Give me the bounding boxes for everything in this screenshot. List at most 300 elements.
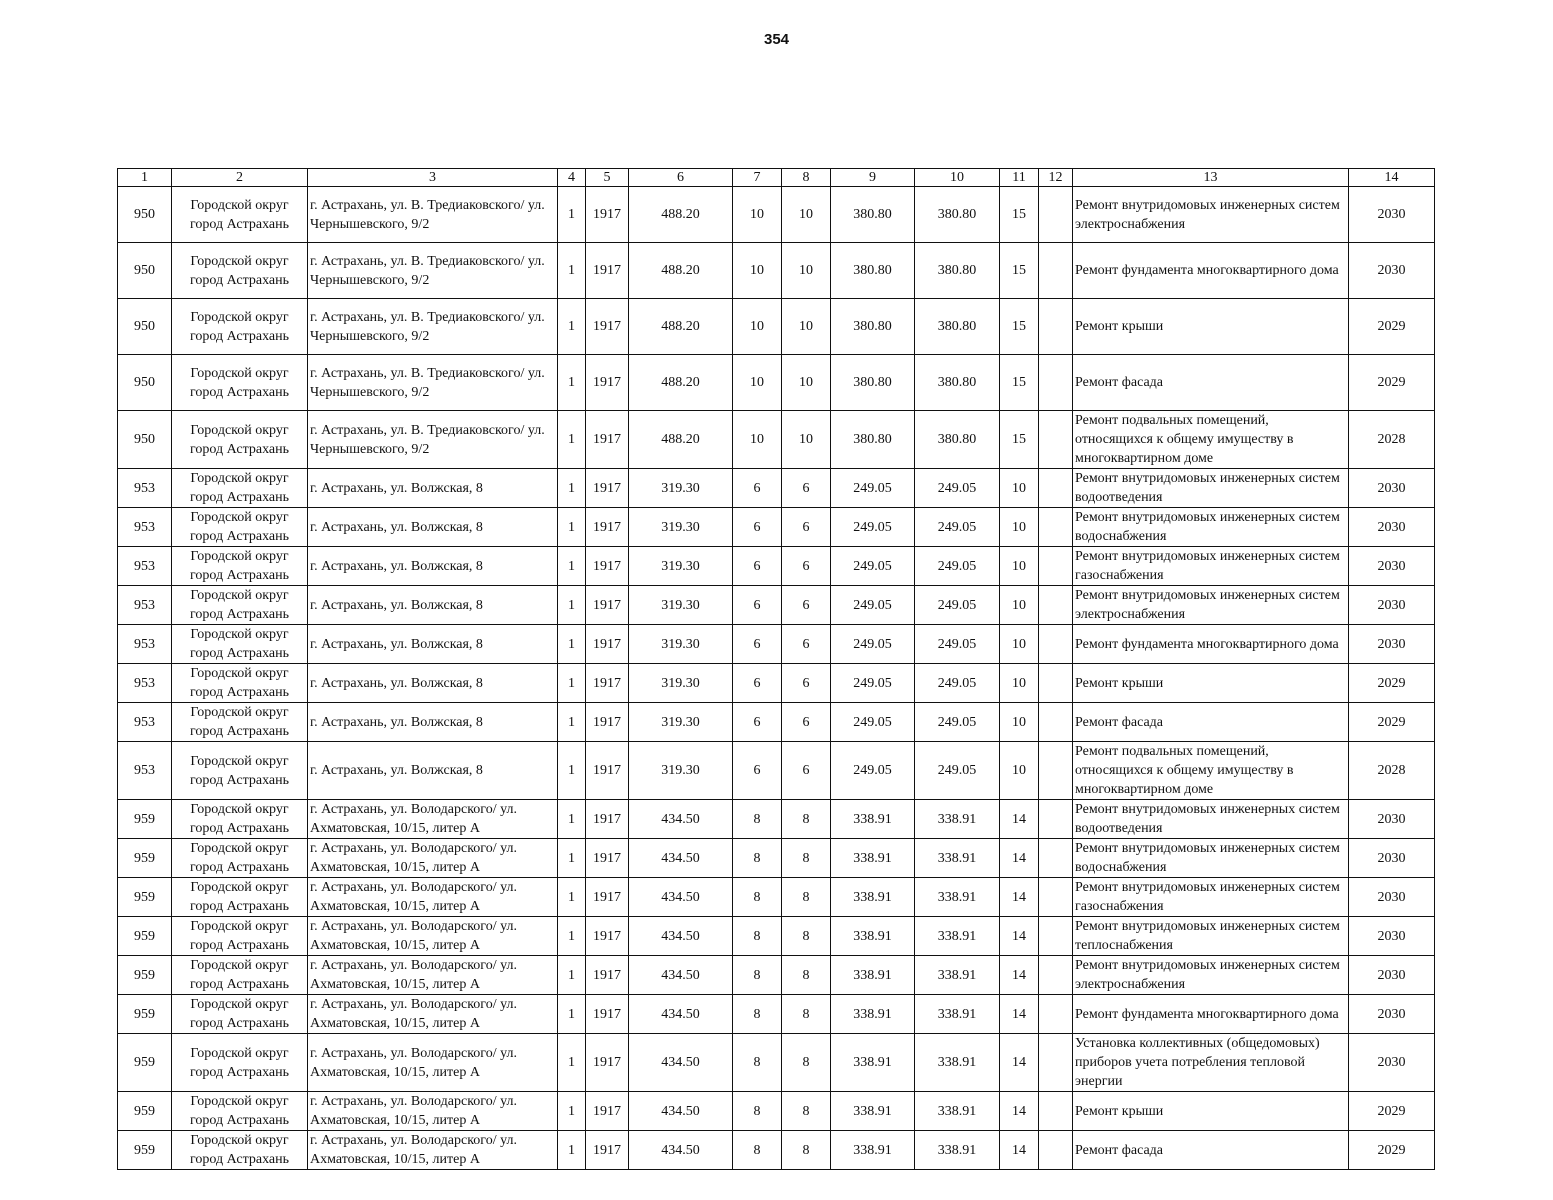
row-id: 953: [118, 586, 172, 625]
address-cell: г. Астрахань, ул. Волжская, 8: [308, 703, 558, 742]
row-id: 959: [118, 917, 172, 956]
year-cell: 1917: [586, 355, 629, 411]
col4-cell: 1: [558, 508, 586, 547]
table-row: [118, 355, 1435, 411]
col7-cell: 10: [733, 299, 782, 355]
address-cell: г. Астрахань, ул. Волжская, 8: [308, 586, 558, 625]
area-total-cell: 488.20: [629, 299, 733, 355]
year-cell: 1917: [586, 243, 629, 299]
col7-cell: 10: [733, 411, 782, 469]
table-body: [118, 187, 1435, 1170]
year-cell: 1917: [586, 411, 629, 469]
col12-cell: [1039, 703, 1073, 742]
work-type-cell: Ремонт внутридомовых инженерных систем водоотведения: [1073, 800, 1349, 839]
area-total-cell: 319.30: [629, 742, 733, 800]
col7-cell: 6: [733, 586, 782, 625]
col8-cell: 6: [782, 469, 831, 508]
col10-cell: 380.80: [915, 355, 1000, 411]
row-id: 959: [118, 956, 172, 995]
col12-cell: [1039, 839, 1073, 878]
col4-cell: 1: [558, 1034, 586, 1092]
municipality-cell: Городской округ город Астрахань: [172, 664, 308, 703]
col10-cell: 338.91: [915, 878, 1000, 917]
col4-cell: 1: [558, 742, 586, 800]
col10-cell: 380.80: [915, 299, 1000, 355]
work-type-cell: Ремонт внутридомовых инженерных систем водоснабжения: [1073, 839, 1349, 878]
col11-cell: 10: [1000, 508, 1039, 547]
table-row: [118, 1034, 1435, 1092]
area-total-cell: 319.30: [629, 586, 733, 625]
col10-cell: 338.91: [915, 956, 1000, 995]
col9-cell: 380.80: [831, 355, 915, 411]
row-id: 950: [118, 187, 172, 243]
col9-cell: 380.80: [831, 411, 915, 469]
work-type-cell: Ремонт фасада: [1073, 355, 1349, 411]
column-header-3: 3: [308, 169, 558, 187]
plan-year-cell: 2030: [1349, 1034, 1435, 1092]
col7-cell: 6: [733, 508, 782, 547]
table-row: [118, 586, 1435, 625]
col12-cell: [1039, 1034, 1073, 1092]
municipality-cell: Городской округ город Астрахань: [172, 800, 308, 839]
col11-cell: 14: [1000, 839, 1039, 878]
address-cell: г. Астрахань, ул. Володарского/ ул. Ахматовская, 10/15, литер А: [308, 1092, 558, 1131]
year-cell: 1917: [586, 586, 629, 625]
table-row: [118, 742, 1435, 800]
address-cell: г. Астрахань, ул. Володарского/ ул. Ахматовская, 10/15, литер А: [308, 956, 558, 995]
column-header-2: 2: [172, 169, 308, 187]
col12-cell: [1039, 586, 1073, 625]
column-header-6: 6: [629, 169, 733, 187]
row-id: 953: [118, 664, 172, 703]
column-header-8: 8: [782, 169, 831, 187]
column-header-4: 4: [558, 169, 586, 187]
column-header-5: 5: [586, 169, 629, 187]
row-id: 953: [118, 625, 172, 664]
address-cell: г. Астрахань, ул. В. Тредиаковского/ ул. Чернышевского, 9/2: [308, 243, 558, 299]
col12-cell: [1039, 1092, 1073, 1131]
year-cell: 1917: [586, 1034, 629, 1092]
col8-cell: 8: [782, 917, 831, 956]
table-row: [118, 878, 1435, 917]
area-total-cell: 319.30: [629, 469, 733, 508]
col7-cell: 8: [733, 956, 782, 995]
col10-cell: 338.91: [915, 995, 1000, 1034]
col4-cell: 1: [558, 187, 586, 243]
col11-cell: 10: [1000, 547, 1039, 586]
year-cell: 1917: [586, 625, 629, 664]
col9-cell: 338.91: [831, 1034, 915, 1092]
row-id: 959: [118, 1131, 172, 1170]
col7-cell: 8: [733, 1131, 782, 1170]
year-cell: 1917: [586, 956, 629, 995]
col11-cell: 15: [1000, 355, 1039, 411]
col10-cell: 249.05: [915, 469, 1000, 508]
address-cell: г. Астрахань, ул. Володарского/ ул. Ахматовская, 10/15, литер А: [308, 1034, 558, 1092]
address-cell: г. Астрахань, ул. Волжская, 8: [308, 664, 558, 703]
address-cell: г. Астрахань, ул. Волжская, 8: [308, 625, 558, 664]
plan-year-cell: 2030: [1349, 917, 1435, 956]
col8-cell: 10: [782, 187, 831, 243]
col9-cell: 249.05: [831, 586, 915, 625]
municipality-cell: Городской округ город Астрахань: [172, 469, 308, 508]
col9-cell: 249.05: [831, 664, 915, 703]
work-type-cell: Ремонт крыши: [1073, 664, 1349, 703]
col11-cell: 14: [1000, 956, 1039, 995]
col8-cell: 8: [782, 800, 831, 839]
col12-cell: [1039, 243, 1073, 299]
area-total-cell: 434.50: [629, 878, 733, 917]
plan-year-cell: 2030: [1349, 956, 1435, 995]
plan-year-cell: 2030: [1349, 625, 1435, 664]
col4-cell: 1: [558, 355, 586, 411]
col9-cell: 338.91: [831, 1092, 915, 1131]
col4-cell: 1: [558, 995, 586, 1034]
table-row: [118, 664, 1435, 703]
address-cell: г. Астрахань, ул. В. Тредиаковского/ ул. Чернышевского, 9/2: [308, 187, 558, 243]
municipality-cell: Городской округ город Астрахань: [172, 243, 308, 299]
area-total-cell: 319.30: [629, 703, 733, 742]
work-type-cell: Ремонт внутридомовых инженерных систем водоотведения: [1073, 469, 1349, 508]
col9-cell: 249.05: [831, 547, 915, 586]
col8-cell: 6: [782, 703, 831, 742]
col8-cell: 8: [782, 839, 831, 878]
col8-cell: 6: [782, 586, 831, 625]
year-cell: 1917: [586, 547, 629, 586]
col8-cell: 6: [782, 664, 831, 703]
area-total-cell: 434.50: [629, 956, 733, 995]
column-header-7: 7: [733, 169, 782, 187]
col7-cell: 6: [733, 742, 782, 800]
area-total-cell: 488.20: [629, 355, 733, 411]
col12-cell: [1039, 508, 1073, 547]
col12-cell: [1039, 995, 1073, 1034]
col10-cell: 338.91: [915, 917, 1000, 956]
col9-cell: 380.80: [831, 299, 915, 355]
column-header-12: 12: [1039, 169, 1073, 187]
area-total-cell: 488.20: [629, 243, 733, 299]
year-cell: 1917: [586, 187, 629, 243]
col8-cell: 8: [782, 878, 831, 917]
work-type-cell: Ремонт внутридомовых инженерных систем водоснабжения: [1073, 508, 1349, 547]
municipality-cell: Городской округ город Астрахань: [172, 1131, 308, 1170]
col10-cell: 249.05: [915, 664, 1000, 703]
col4-cell: 1: [558, 469, 586, 508]
col11-cell: 10: [1000, 703, 1039, 742]
table-header: [118, 169, 1435, 187]
municipality-cell: Городской округ город Астрахань: [172, 547, 308, 586]
col12-cell: [1039, 411, 1073, 469]
col11-cell: 10: [1000, 625, 1039, 664]
col7-cell: 8: [733, 1034, 782, 1092]
col9-cell: 338.91: [831, 1131, 915, 1170]
row-id: 959: [118, 1092, 172, 1131]
address-cell: г. Астрахань, ул. Володарского/ ул. Ахматовская, 10/15, литер А: [308, 878, 558, 917]
municipality-cell: Городской округ город Астрахань: [172, 1034, 308, 1092]
column-header-1: 1: [118, 169, 172, 187]
address-cell: г. Астрахань, ул. В. Тредиаковского/ ул. Чернышевского, 9/2: [308, 355, 558, 411]
address-cell: г. Астрахань, ул. Володарского/ ул. Ахматовская, 10/15, литер А: [308, 995, 558, 1034]
col10-cell: 249.05: [915, 625, 1000, 664]
area-total-cell: 319.30: [629, 547, 733, 586]
col9-cell: 338.91: [831, 839, 915, 878]
col12-cell: [1039, 1131, 1073, 1170]
col4-cell: 1: [558, 625, 586, 664]
address-cell: г. Астрахань, ул. В. Тредиаковского/ ул. Чернышевского, 9/2: [308, 299, 558, 355]
year-cell: 1917: [586, 703, 629, 742]
col8-cell: 8: [782, 956, 831, 995]
col9-cell: 380.80: [831, 243, 915, 299]
col4-cell: 1: [558, 586, 586, 625]
year-cell: 1917: [586, 917, 629, 956]
table-row: [118, 547, 1435, 586]
row-id: 959: [118, 995, 172, 1034]
municipality-cell: Городской округ город Астрахань: [172, 586, 308, 625]
work-type-cell: Ремонт крыши: [1073, 299, 1349, 355]
area-total-cell: 319.30: [629, 664, 733, 703]
col12-cell: [1039, 355, 1073, 411]
plan-year-cell: 2030: [1349, 878, 1435, 917]
table-row: [118, 411, 1435, 469]
plan-year-cell: 2030: [1349, 995, 1435, 1034]
plan-year-cell: 2030: [1349, 839, 1435, 878]
capital-repair-table: [117, 168, 1435, 1170]
col4-cell: 1: [558, 243, 586, 299]
col10-cell: 338.91: [915, 1034, 1000, 1092]
col4-cell: 1: [558, 839, 586, 878]
col8-cell: 10: [782, 355, 831, 411]
area-total-cell: 434.50: [629, 995, 733, 1034]
col8-cell: 8: [782, 995, 831, 1034]
col12-cell: [1039, 664, 1073, 703]
col9-cell: 338.91: [831, 878, 915, 917]
municipality-cell: Городской округ город Астрахань: [172, 742, 308, 800]
address-cell: г. Астрахань, ул. Володарского/ ул. Ахматовская, 10/15, литер А: [308, 1131, 558, 1170]
col11-cell: 10: [1000, 742, 1039, 800]
row-id: 953: [118, 703, 172, 742]
row-id: 959: [118, 878, 172, 917]
col11-cell: 10: [1000, 664, 1039, 703]
municipality-cell: Городской округ город Астрахань: [172, 411, 308, 469]
year-cell: 1917: [586, 299, 629, 355]
work-type-cell: Ремонт подвальных помещений, относящихся к общему имуществу в многоквартирном доме: [1073, 742, 1349, 800]
col7-cell: 6: [733, 703, 782, 742]
work-type-cell: Ремонт внутридомовых инженерных систем электроснабжения: [1073, 956, 1349, 995]
table-row: [118, 800, 1435, 839]
row-id: 950: [118, 411, 172, 469]
col4-cell: 1: [558, 547, 586, 586]
col7-cell: 8: [733, 878, 782, 917]
col9-cell: 249.05: [831, 469, 915, 508]
col10-cell: 338.91: [915, 839, 1000, 878]
col9-cell: 338.91: [831, 956, 915, 995]
row-id: 950: [118, 243, 172, 299]
year-cell: 1917: [586, 469, 629, 508]
municipality-cell: Городской округ город Астрахань: [172, 625, 308, 664]
col12-cell: [1039, 800, 1073, 839]
col7-cell: 8: [733, 1092, 782, 1131]
municipality-cell: Городской округ город Астрахань: [172, 355, 308, 411]
municipality-cell: Городской округ город Астрахань: [172, 995, 308, 1034]
col4-cell: 1: [558, 703, 586, 742]
col12-cell: [1039, 299, 1073, 355]
municipality-cell: Городской округ город Астрахань: [172, 917, 308, 956]
table-row: [118, 703, 1435, 742]
col7-cell: 6: [733, 547, 782, 586]
municipality-cell: Городской округ город Астрахань: [172, 839, 308, 878]
col8-cell: 8: [782, 1034, 831, 1092]
year-cell: 1917: [586, 742, 629, 800]
col10-cell: 338.91: [915, 1131, 1000, 1170]
col12-cell: [1039, 742, 1073, 800]
work-type-cell: Ремонт крыши: [1073, 1092, 1349, 1131]
col11-cell: 15: [1000, 411, 1039, 469]
col7-cell: 10: [733, 355, 782, 411]
col11-cell: 15: [1000, 187, 1039, 243]
col8-cell: 8: [782, 1092, 831, 1131]
col12-cell: [1039, 956, 1073, 995]
plan-year-cell: 2029: [1349, 664, 1435, 703]
col4-cell: 1: [558, 956, 586, 995]
address-cell: г. Астрахань, ул. Волжская, 8: [308, 469, 558, 508]
municipality-cell: Городской округ город Астрахань: [172, 299, 308, 355]
year-cell: 1917: [586, 508, 629, 547]
col7-cell: 8: [733, 917, 782, 956]
col11-cell: 14: [1000, 1131, 1039, 1170]
column-header-14: 14: [1349, 169, 1435, 187]
col10-cell: 338.91: [915, 1092, 1000, 1131]
col4-cell: 1: [558, 917, 586, 956]
col4-cell: 1: [558, 1131, 586, 1170]
municipality-cell: Городской округ город Астрахань: [172, 703, 308, 742]
address-cell: г. Астрахань, ул. Володарского/ ул. Ахматовская, 10/15, литер А: [308, 839, 558, 878]
work-type-cell: Ремонт внутридомовых инженерных систем газоснабжения: [1073, 878, 1349, 917]
table-row: [118, 625, 1435, 664]
work-type-cell: Ремонт внутридомовых инженерных систем теплоснабжения: [1073, 917, 1349, 956]
col10-cell: 249.05: [915, 586, 1000, 625]
column-header-13: 13: [1073, 169, 1349, 187]
work-type-cell: Ремонт фасада: [1073, 703, 1349, 742]
row-id: 953: [118, 469, 172, 508]
plan-year-cell: 2029: [1349, 1131, 1435, 1170]
area-total-cell: 434.50: [629, 1131, 733, 1170]
plan-year-cell: 2030: [1349, 243, 1435, 299]
col12-cell: [1039, 469, 1073, 508]
col9-cell: 249.05: [831, 703, 915, 742]
address-cell: г. Астрахань, ул. Володарского/ ул. Ахматовская, 10/15, литер А: [308, 917, 558, 956]
col7-cell: 6: [733, 469, 782, 508]
plan-year-cell: 2028: [1349, 742, 1435, 800]
col12-cell: [1039, 187, 1073, 243]
col11-cell: 14: [1000, 1092, 1039, 1131]
work-type-cell: Ремонт внутридомовых инженерных систем электроснабжения: [1073, 187, 1349, 243]
col12-cell: [1039, 917, 1073, 956]
col11-cell: 14: [1000, 800, 1039, 839]
address-cell: г. Астрахань, ул. Волжская, 8: [308, 508, 558, 547]
table-row: [118, 1131, 1435, 1170]
col10-cell: 338.91: [915, 800, 1000, 839]
header-row: [118, 169, 1435, 187]
column-header-9: 9: [831, 169, 915, 187]
plan-year-cell: 2030: [1349, 508, 1435, 547]
col12-cell: [1039, 625, 1073, 664]
table-row: [118, 995, 1435, 1034]
work-type-cell: Ремонт фундамента многоквартирного дома: [1073, 243, 1349, 299]
col10-cell: 249.05: [915, 742, 1000, 800]
col11-cell: 14: [1000, 878, 1039, 917]
col7-cell: 8: [733, 995, 782, 1034]
year-cell: 1917: [586, 878, 629, 917]
col10-cell: 380.80: [915, 243, 1000, 299]
col11-cell: 14: [1000, 995, 1039, 1034]
page-number: 354: [763, 31, 790, 48]
year-cell: 1917: [586, 664, 629, 703]
col9-cell: 338.91: [831, 995, 915, 1034]
col4-cell: 1: [558, 299, 586, 355]
area-total-cell: 434.50: [629, 917, 733, 956]
table-row: [118, 508, 1435, 547]
plan-year-cell: 2030: [1349, 800, 1435, 839]
col8-cell: 6: [782, 547, 831, 586]
col11-cell: 14: [1000, 917, 1039, 956]
area-total-cell: 434.50: [629, 1034, 733, 1092]
address-cell: г. Астрахань, ул. В. Тредиаковского/ ул. Чернышевского, 9/2: [308, 411, 558, 469]
col11-cell: 10: [1000, 469, 1039, 508]
col9-cell: 249.05: [831, 508, 915, 547]
table-row: [118, 187, 1435, 243]
plan-year-cell: 2029: [1349, 1092, 1435, 1131]
col8-cell: 10: [782, 243, 831, 299]
work-type-cell: Установка коллективных (общедомовых) приборов учета потребления тепловой энергии: [1073, 1034, 1349, 1092]
area-total-cell: 434.50: [629, 800, 733, 839]
col7-cell: 8: [733, 800, 782, 839]
col10-cell: 380.80: [915, 411, 1000, 469]
table-row: [118, 469, 1435, 508]
municipality-cell: Городской округ город Астрахань: [172, 508, 308, 547]
row-id: 959: [118, 1034, 172, 1092]
row-id: 950: [118, 355, 172, 411]
address-cell: г. Астрахань, ул. Волжская, 8: [308, 742, 558, 800]
table-row: [118, 917, 1435, 956]
col10-cell: 249.05: [915, 703, 1000, 742]
col7-cell: 10: [733, 243, 782, 299]
plan-year-cell: 2029: [1349, 703, 1435, 742]
col8-cell: 10: [782, 411, 831, 469]
col10-cell: 380.80: [915, 187, 1000, 243]
work-type-cell: Ремонт подвальных помещений, относящихся к общему имуществу в многоквартирном доме: [1073, 411, 1349, 469]
col4-cell: 1: [558, 878, 586, 917]
row-id: 950: [118, 299, 172, 355]
col11-cell: 10: [1000, 586, 1039, 625]
table-row: [118, 243, 1435, 299]
year-cell: 1917: [586, 800, 629, 839]
work-type-cell: Ремонт фундамента многоквартирного дома: [1073, 625, 1349, 664]
col8-cell: 6: [782, 742, 831, 800]
col4-cell: 1: [558, 664, 586, 703]
column-header-11: 11: [1000, 169, 1039, 187]
col10-cell: 249.05: [915, 508, 1000, 547]
col4-cell: 1: [558, 800, 586, 839]
area-total-cell: 488.20: [629, 411, 733, 469]
row-id: 959: [118, 839, 172, 878]
area-total-cell: 319.30: [629, 508, 733, 547]
col9-cell: 380.80: [831, 187, 915, 243]
col8-cell: 10: [782, 299, 831, 355]
plan-year-cell: 2029: [1349, 299, 1435, 355]
col4-cell: 1: [558, 1092, 586, 1131]
col9-cell: 338.91: [831, 800, 915, 839]
col4-cell: 1: [558, 411, 586, 469]
